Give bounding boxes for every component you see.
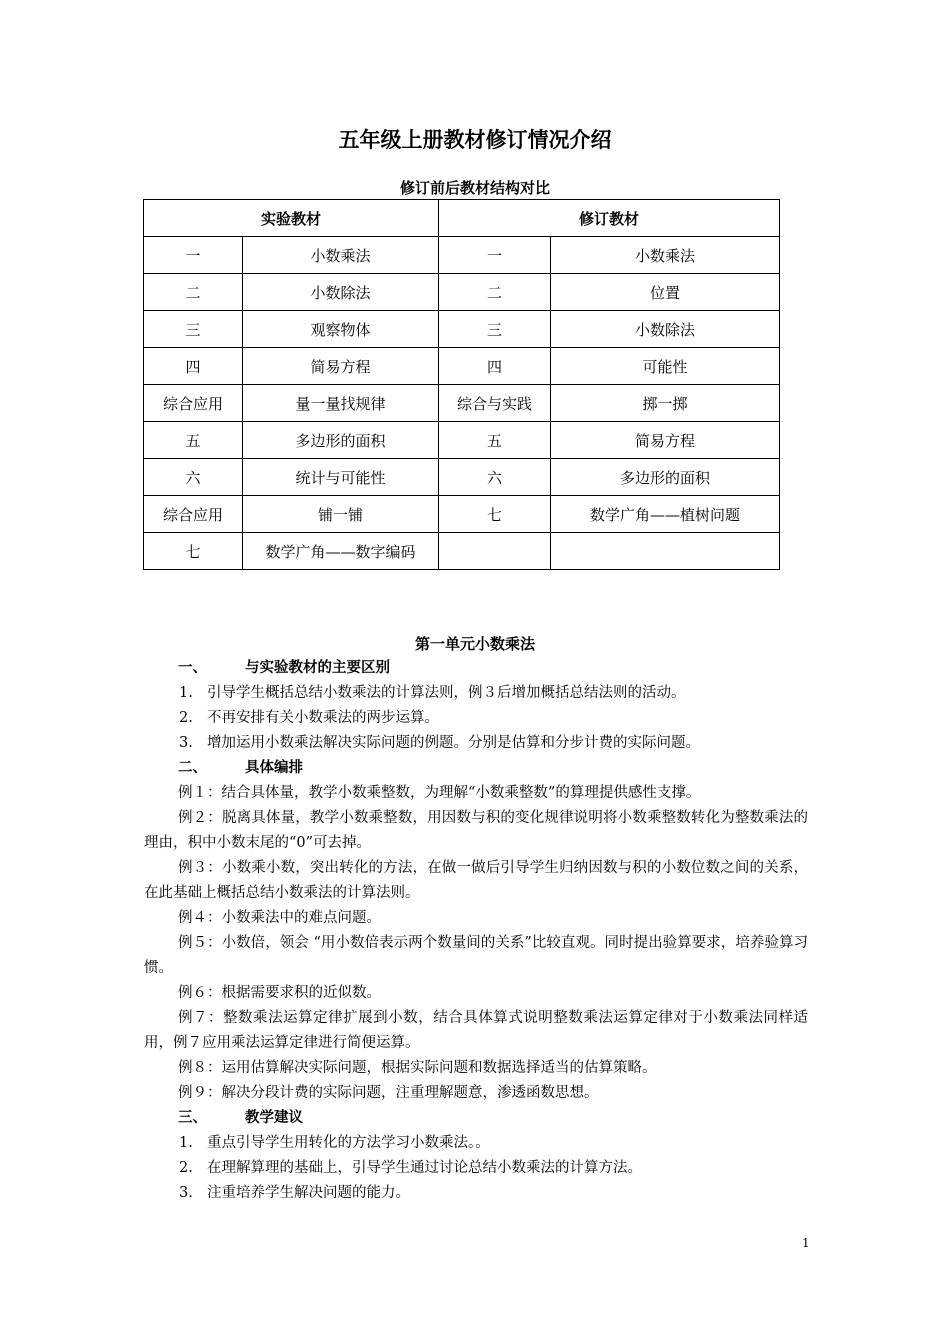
table-caption: 修订前后教材结构对比 xyxy=(399,179,550,197)
item-number: 1. xyxy=(179,685,193,701)
table-row xyxy=(144,496,780,533)
section-title: 第一单元小数乘法 xyxy=(414,635,535,653)
table-header-cell: 实验教材 xyxy=(144,200,439,237)
list-item xyxy=(144,731,808,756)
table-cell: 综合应用 xyxy=(144,496,243,533)
document-title: 五年级上册教材修订情况介绍 xyxy=(338,128,612,152)
item-number: 2. xyxy=(179,1160,193,1176)
item-text: 增加运用小数乘法解决实际问题的例题。分别是估算和分步计费的实际问题。 xyxy=(207,735,700,751)
table-cell: 六 xyxy=(439,459,551,496)
table-row xyxy=(144,385,780,422)
table-cell: 观察物体 xyxy=(243,311,439,348)
item-text: 注重培养学生解决问题的能力。 xyxy=(207,1185,410,1201)
heading-number: 一、 xyxy=(178,660,207,676)
example-paragraph: 例９：解决分段计费的实际问题，注重理解题意，渗透函数思想。 xyxy=(178,1085,599,1101)
table-cell: 小数除法 xyxy=(551,311,780,348)
part-heading xyxy=(144,756,808,781)
example-paragraph: 例４：小数乘法中的难点问题。 xyxy=(178,910,381,926)
heading-number: 三、 xyxy=(178,1110,207,1126)
table-row xyxy=(144,422,780,459)
table-row xyxy=(144,533,780,570)
table-cell: 三 xyxy=(439,311,551,348)
table-cell: 多边形的面积 xyxy=(243,422,439,459)
table-row xyxy=(144,274,780,311)
table-row xyxy=(144,237,780,274)
table-cell: 一 xyxy=(439,237,551,274)
table-cell: 简易方程 xyxy=(243,348,439,385)
page-number: 1 xyxy=(802,1236,810,1250)
example-paragraph: 例２：脱离具体量，教学小数乘整数，用因数与积的变化规律说明将小数乘整数转化为整数乘法的理由，积中小数末尾的“0”可去掉。 xyxy=(144,810,808,851)
example-paragraph: 例７：整数乘法运算定律扩展到小数，结合具体算式说明整数乘法运算定律对于小数乘法同样适用，例７应用乘法运算定律进行简便运算。 xyxy=(144,1010,808,1051)
part-heading xyxy=(144,656,808,681)
table-cell: 数学广角——数字编码 xyxy=(243,533,439,570)
table-cell: 综合应用 xyxy=(144,385,243,422)
table-cell: 一 xyxy=(144,237,243,274)
table-cell xyxy=(551,533,780,570)
example-paragraph: 例６：根据需要求积的近似数。 xyxy=(178,985,381,1001)
section-body xyxy=(144,656,808,1206)
table-cell: 综合与实践 xyxy=(439,385,551,422)
heading-text: 教学建议 xyxy=(245,1110,303,1126)
table-cell: 五 xyxy=(439,422,551,459)
item-text: 不再安排有关小数乘法的两步运算。 xyxy=(207,710,439,726)
item-text: 重点引导学生用转化的方法学习小数乘法。。 xyxy=(207,1135,490,1151)
table-cell: 多边形的面积 xyxy=(551,459,780,496)
table-cell: 数学广角——植树问题 xyxy=(551,496,780,533)
table-row xyxy=(144,459,780,496)
list-item xyxy=(144,1181,808,1206)
table-cell: 七 xyxy=(144,533,243,570)
table-row xyxy=(144,348,780,385)
item-text: 引导学生概括总结小数乘法的计算法则，例３后增加概括总结法则的活动。 xyxy=(207,685,686,701)
table-row xyxy=(144,311,780,348)
comparison-table xyxy=(143,199,780,570)
example-paragraph: 例１：结合具体量，教学小数乘整数，为理解“小数乘整数”的算理提供感性支撑。 xyxy=(178,785,701,801)
table-cell: 七 xyxy=(439,496,551,533)
heading-text: 与实验教材的主要区别 xyxy=(245,660,390,676)
example-paragraph: 例３：小数乘小数，突出转化的方法，在做一做后引导学生归纳因数与积的小数位数之间的关系，在此基础上概括总结小数乘法的计算法则。 xyxy=(144,860,808,901)
table-cell: 位置 xyxy=(551,274,780,311)
table-cell: 四 xyxy=(439,348,551,385)
table-cell: 简易方程 xyxy=(551,422,780,459)
table-header-row xyxy=(144,200,780,237)
table-cell: 五 xyxy=(144,422,243,459)
table-cell: 三 xyxy=(144,311,243,348)
table-header-cell: 修订教材 xyxy=(439,200,780,237)
table-cell: 掷一掷 xyxy=(551,385,780,422)
table-cell: 二 xyxy=(439,274,551,311)
table-cell: 统计与可能性 xyxy=(243,459,439,496)
table-cell: 四 xyxy=(144,348,243,385)
item-number: 2. xyxy=(179,710,193,726)
table-cell: 量一量找规律 xyxy=(243,385,439,422)
table-cell: 小数乘法 xyxy=(551,237,780,274)
item-number: 3. xyxy=(179,1185,193,1201)
table-cell: 小数乘法 xyxy=(243,237,439,274)
example-paragraph: 例８：运用估算解决实际问题，根据实际问题和数据选择适当的估算策略。 xyxy=(178,1060,657,1076)
heading-text: 具体编排 xyxy=(245,760,303,776)
heading-number: 二、 xyxy=(178,760,207,776)
item-number: 1. xyxy=(179,1135,193,1151)
item-text: 在理解算理的基础上，引导学生通过讨论总结小数乘法的计算方法。 xyxy=(207,1160,642,1176)
table-cell: 小数除法 xyxy=(243,274,439,311)
table-cell: 六 xyxy=(144,459,243,496)
list-item xyxy=(144,706,808,731)
list-item xyxy=(144,1156,808,1181)
table-cell xyxy=(439,533,551,570)
table-cell: 二 xyxy=(144,274,243,311)
item-number: 3. xyxy=(179,735,193,751)
table-cell: 铺一铺 xyxy=(243,496,439,533)
list-item xyxy=(144,1131,808,1156)
table-cell: 可能性 xyxy=(551,348,780,385)
list-item xyxy=(144,681,808,706)
part-heading xyxy=(144,1106,808,1131)
example-paragraph: 例５：小数倍，领会 “用小数倍表示两个数量间的关系”比较直观。同时提出验算要求，培养验算习惯。 xyxy=(144,935,808,976)
